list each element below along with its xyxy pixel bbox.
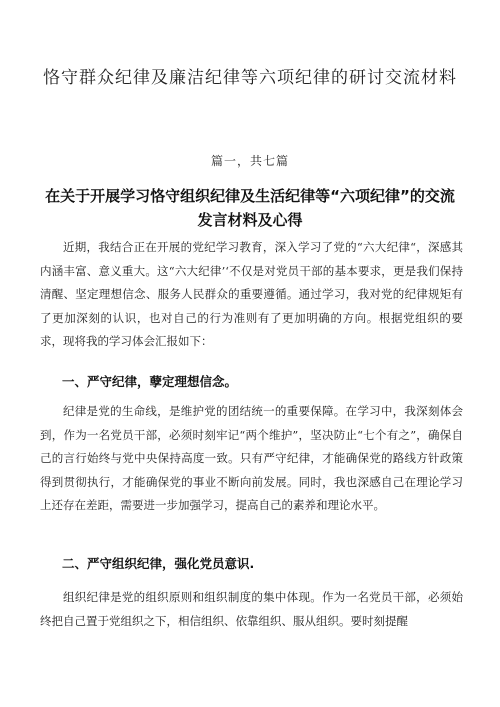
section-indicator: 篇一，共七篇	[210, 154, 289, 168]
document-main-title: 恪守群众纪律及廉洁纪律等六项纪律的研讨交流材料	[43, 68, 457, 88]
body-paragraph-1: 近期，我结合正在开展的党纪学习教育，深入学习了党的“六大纪律“，深感其内涵丰富、意义重大。这“六大纪律’‘不仅是对党员干部的基本要求，更是我们保持清醒、坚定理想信念、服务人民群众的重要遵循。通过学习，我对党的纪律规矩有了更加深刻的认识，也对自己的行为准则有了更加明确的方向。根据党组织的要求，现将我的学习体会汇报如下：	[40, 240, 463, 348]
section-heading-2: 二、严守组织纪律，强化党员意识.	[62, 556, 255, 571]
article-title: 在关于开展学习恪守组织纪律及生活纪律等“六项纪律”的交流发言材料及心得	[45, 187, 455, 229]
section-heading-1: 一、严守纪律，孽定理想信念。	[62, 374, 238, 389]
body-paragraph-2: 纪律是党的生命线，是维护党的团结统一的重要保障。在学习中，我深刻体会到，作为一名党员干部，必须时刻牢记“两个维护”，坚决防止“七个有之”，确保自己的言行始终与党中央保持高度一致。只有严守纪律，才能确保党的路线方针政策得到贯彻执行，才能确保党的事业不断向前发展。同时，我也深感自己在理论学习上还存在差距，需要进一步加强学习，提高自己的素养和理论水平。	[40, 404, 463, 512]
body-paragraph-3: 组织纪律是党的组织原则和组织制度的集中体现。作为一名党员干部，必须始终把自己置于党组织之下，相信组织、依靠组织、服从组织。要时刻提醒	[40, 590, 463, 628]
